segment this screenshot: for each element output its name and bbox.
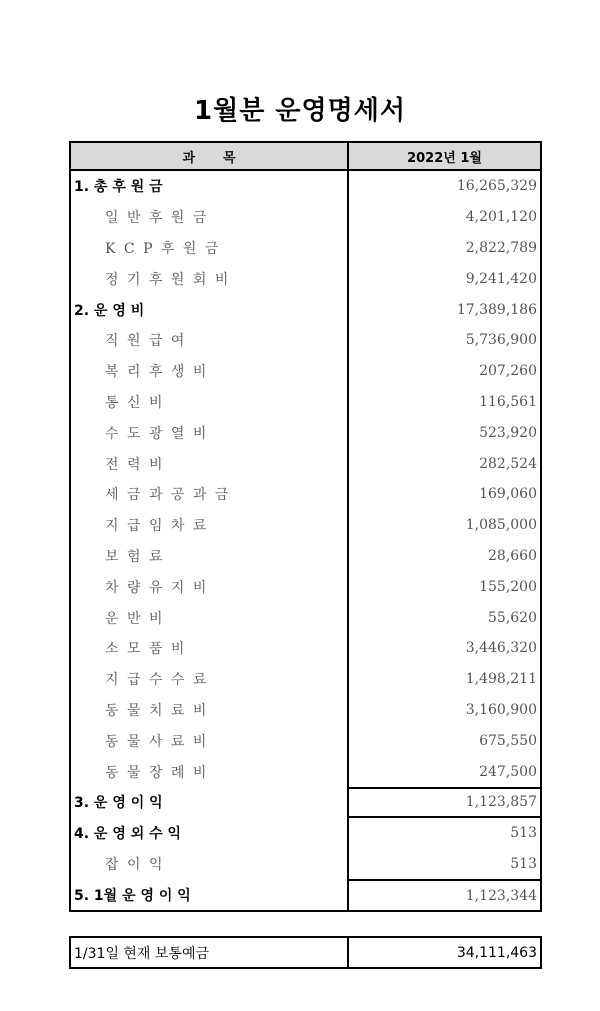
table-row: [71, 879, 540, 910]
row-value: 2,822,789: [465, 239, 537, 256]
bank-balance-value: 34,111,463: [456, 944, 537, 961]
table-row: [71, 202, 540, 233]
row-value: 155,200: [479, 578, 537, 595]
row-value: 247,500: [479, 763, 537, 780]
operating-statement-table: [69, 141, 542, 912]
row-label: 전 력 비: [71, 448, 349, 479]
header-category: 과목: [71, 143, 349, 169]
row-label: 일 반 후 원 금: [71, 202, 349, 233]
row-value: 4,201,120: [465, 209, 537, 226]
row-label: 통 신 비: [71, 387, 349, 418]
row-label: 잡 이 익: [71, 849, 349, 880]
table-row: [71, 171, 540, 202]
row-value: 1,123,857: [349, 787, 540, 818]
table-header: [69, 141, 542, 171]
row-value: 28,660: [488, 547, 537, 564]
row-value: 282,524: [479, 455, 537, 472]
table-row: [71, 571, 540, 602]
row-label: 세 금 과 공 과 금: [71, 479, 349, 510]
row-label: 3. 운 영 이 익: [71, 787, 349, 818]
table-row: [71, 787, 540, 818]
table-row: [71, 602, 540, 633]
row-label: 4. 운 영 외 수 익: [71, 818, 349, 849]
row-value: 1,085,000: [465, 517, 537, 534]
row-label: 차 량 유 지 비: [71, 571, 349, 602]
row-label: 동 물 장 례 비: [71, 756, 349, 787]
row-label: 동 물 치 료 비: [71, 695, 349, 726]
table-row: [71, 479, 540, 510]
row-label: 보 험 료: [71, 541, 349, 572]
row-value: 5,736,900: [465, 332, 537, 349]
table-row: [71, 725, 540, 756]
row-label: 지 급 임 차 료: [71, 510, 349, 541]
table-row: [71, 633, 540, 664]
row-label: 정 기 후 원 회 비: [71, 263, 349, 294]
row-value: 675,550: [479, 732, 537, 749]
row-value: 3,160,900: [465, 701, 537, 718]
table-row: [71, 541, 540, 572]
row-label: 1. 총 후 원 금: [71, 171, 349, 202]
row-value: 513: [510, 855, 537, 872]
bank-balance-box: [69, 936, 542, 969]
table-row: [71, 448, 540, 479]
row-value: 55,620: [488, 609, 537, 626]
row-value: 17,389,186: [456, 301, 537, 318]
row-label: 수 도 광 열 비: [71, 417, 349, 448]
row-value: 16,265,329: [456, 178, 537, 195]
row-label: 동 물 사 료 비: [71, 725, 349, 756]
row-value: 1,498,211: [465, 671, 537, 688]
row-label: 복 리 후 생 비: [71, 356, 349, 387]
row-label: 소 모 품 비: [71, 633, 349, 664]
row-label: 지 급 수 수 료: [71, 664, 349, 695]
table-row: [71, 263, 540, 294]
row-label: 직 원 급 여: [71, 325, 349, 356]
table-row: [71, 325, 540, 356]
row-label: 운 반 비: [71, 602, 349, 633]
table-row: [71, 849, 540, 880]
page-title: 1월분 운영명세서: [194, 96, 406, 126]
table-row: [71, 695, 540, 726]
row-label: 2. 운 영 비: [71, 294, 349, 325]
row-label: K C P 후 원 금: [71, 233, 349, 264]
table-row: [71, 756, 540, 787]
row-value: 513: [510, 825, 537, 842]
row-label: 5. 1월 운 영 이 익: [71, 879, 349, 910]
row-value: 3,446,320: [465, 640, 537, 657]
row-value: 207,260: [479, 363, 537, 380]
row-value: 523,920: [479, 424, 537, 441]
bank-balance-label: 1/31일 현재 보통예금: [71, 938, 349, 967]
table-row: [71, 356, 540, 387]
table-row: [71, 233, 540, 264]
table-row: [71, 294, 540, 325]
row-value: 169,060: [479, 486, 537, 503]
table-row: [71, 818, 540, 849]
row-value: 9,241,420: [465, 270, 537, 287]
header-period: 2022년 1월: [407, 150, 482, 166]
table-row: [71, 510, 540, 541]
row-value: 116,561: [479, 393, 537, 410]
table-row: [71, 387, 540, 418]
table-row: [71, 664, 540, 695]
table-row: [71, 417, 540, 448]
row-value: 1,123,344: [349, 879, 540, 910]
table-body: [69, 171, 542, 912]
